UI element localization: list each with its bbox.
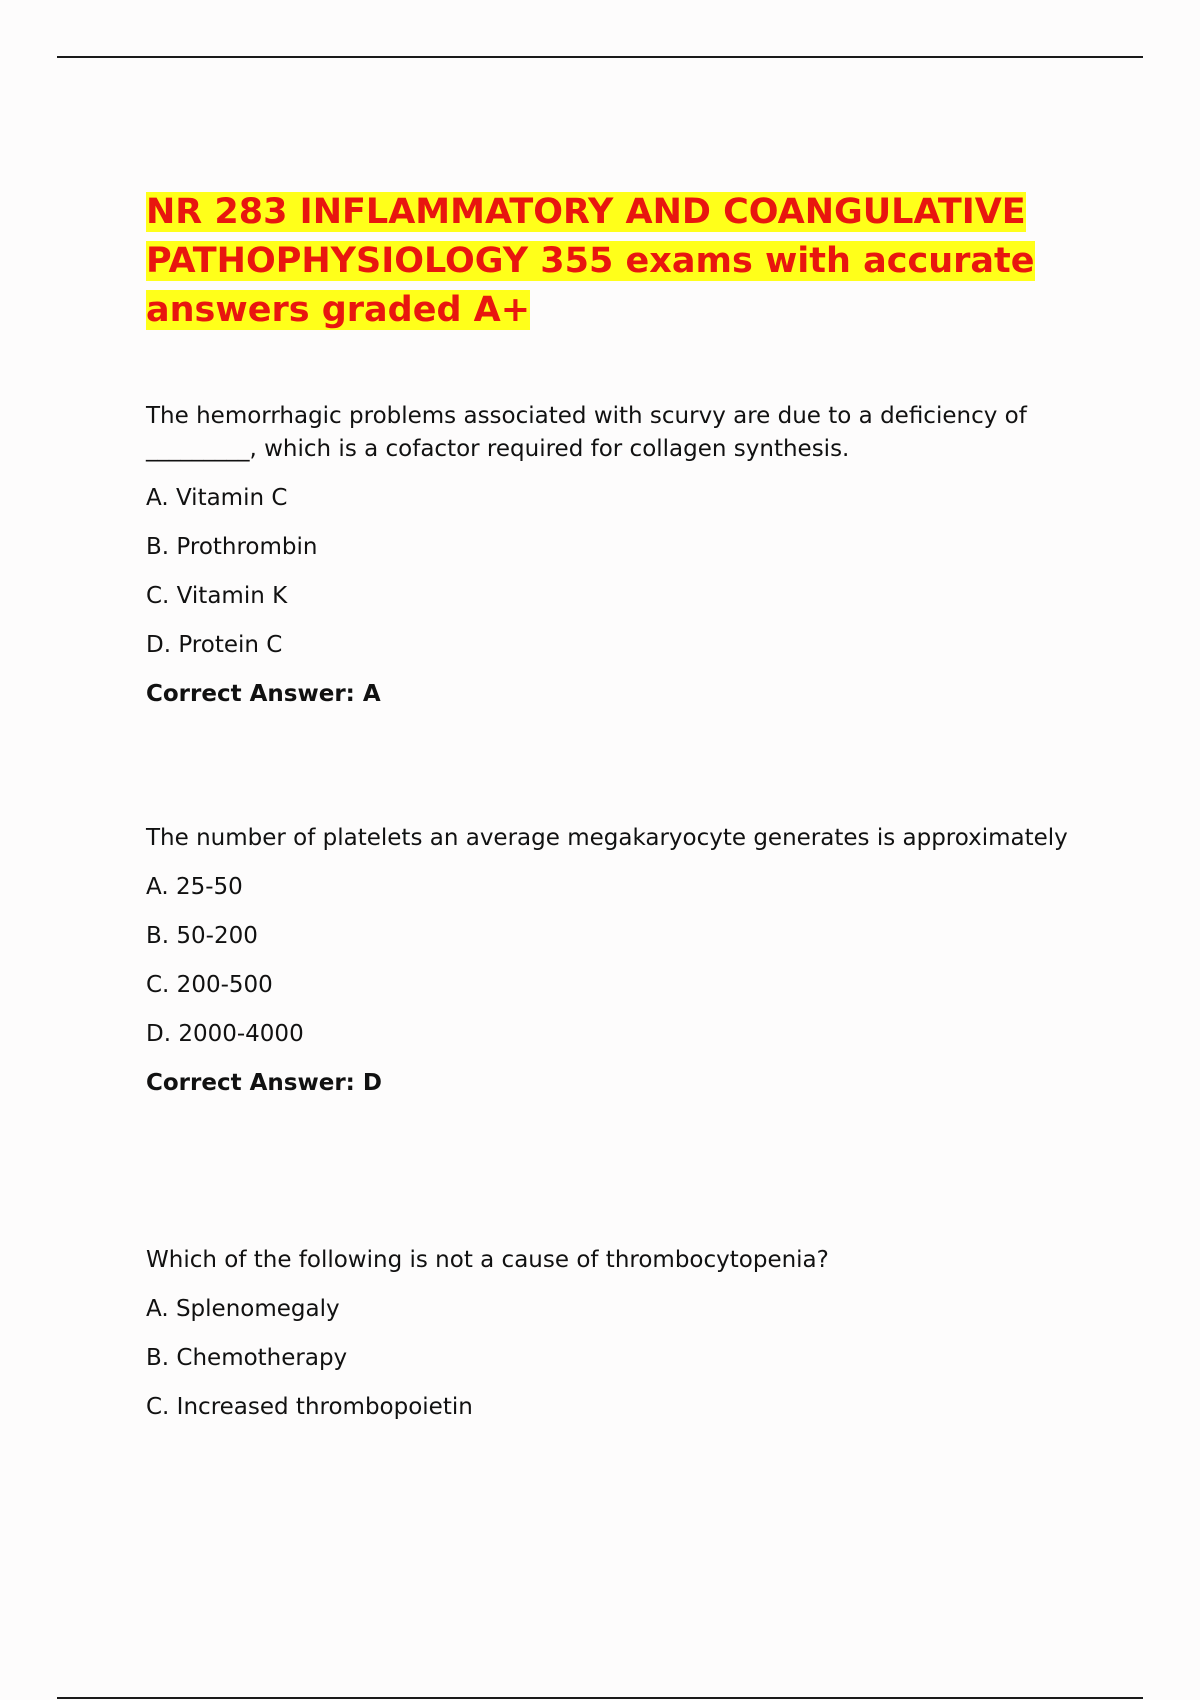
option-a: A. 25-50 [146, 874, 243, 900]
option-a: A. Splenomegaly [146, 1296, 340, 1322]
question-block-2 [146, 822, 1086, 1100]
option-a: A. Vitamin C [146, 485, 288, 511]
option-c: C. Increased thrombopoietin [146, 1394, 473, 1420]
question-text: The hemorrhagic problems associated with scurvy are due to a deficiency of _________, which is a cofactor required for collagen synthesis. [146, 403, 1027, 462]
title-line: answers graded A+ [146, 290, 531, 330]
option-b: B. Chemotherapy [146, 1345, 348, 1371]
option-d: D. 2000-4000 [146, 1021, 304, 1047]
question-block-1 [146, 400, 1086, 711]
option-d: D. Protein C [146, 632, 283, 658]
question-block-3 [146, 1244, 1086, 1440]
option-b: B. Prothrombin [146, 534, 318, 560]
title-section [146, 188, 1086, 335]
option-c: C. Vitamin K [146, 583, 288, 609]
top-rule [57, 56, 1143, 58]
option-c: C. 200-500 [146, 972, 273, 998]
question-text: The number of platelets an average megakaryocyte generates is approximately [146, 825, 1068, 851]
title-line: PATHOPHYSIOLOGY 355 exams with accurate [146, 241, 1035, 281]
document-title [146, 188, 1086, 335]
bottom-rule [57, 1697, 1143, 1699]
correct-answer: Correct Answer: D [146, 1070, 382, 1096]
question-text: Which of the following is not a cause of thrombocytopenia? [146, 1247, 829, 1273]
correct-answer: Correct Answer: A [146, 681, 381, 707]
option-b: B. 50-200 [146, 923, 258, 949]
title-line: NR 283 INFLAMMATORY AND COANGULATIVE [146, 192, 1026, 232]
